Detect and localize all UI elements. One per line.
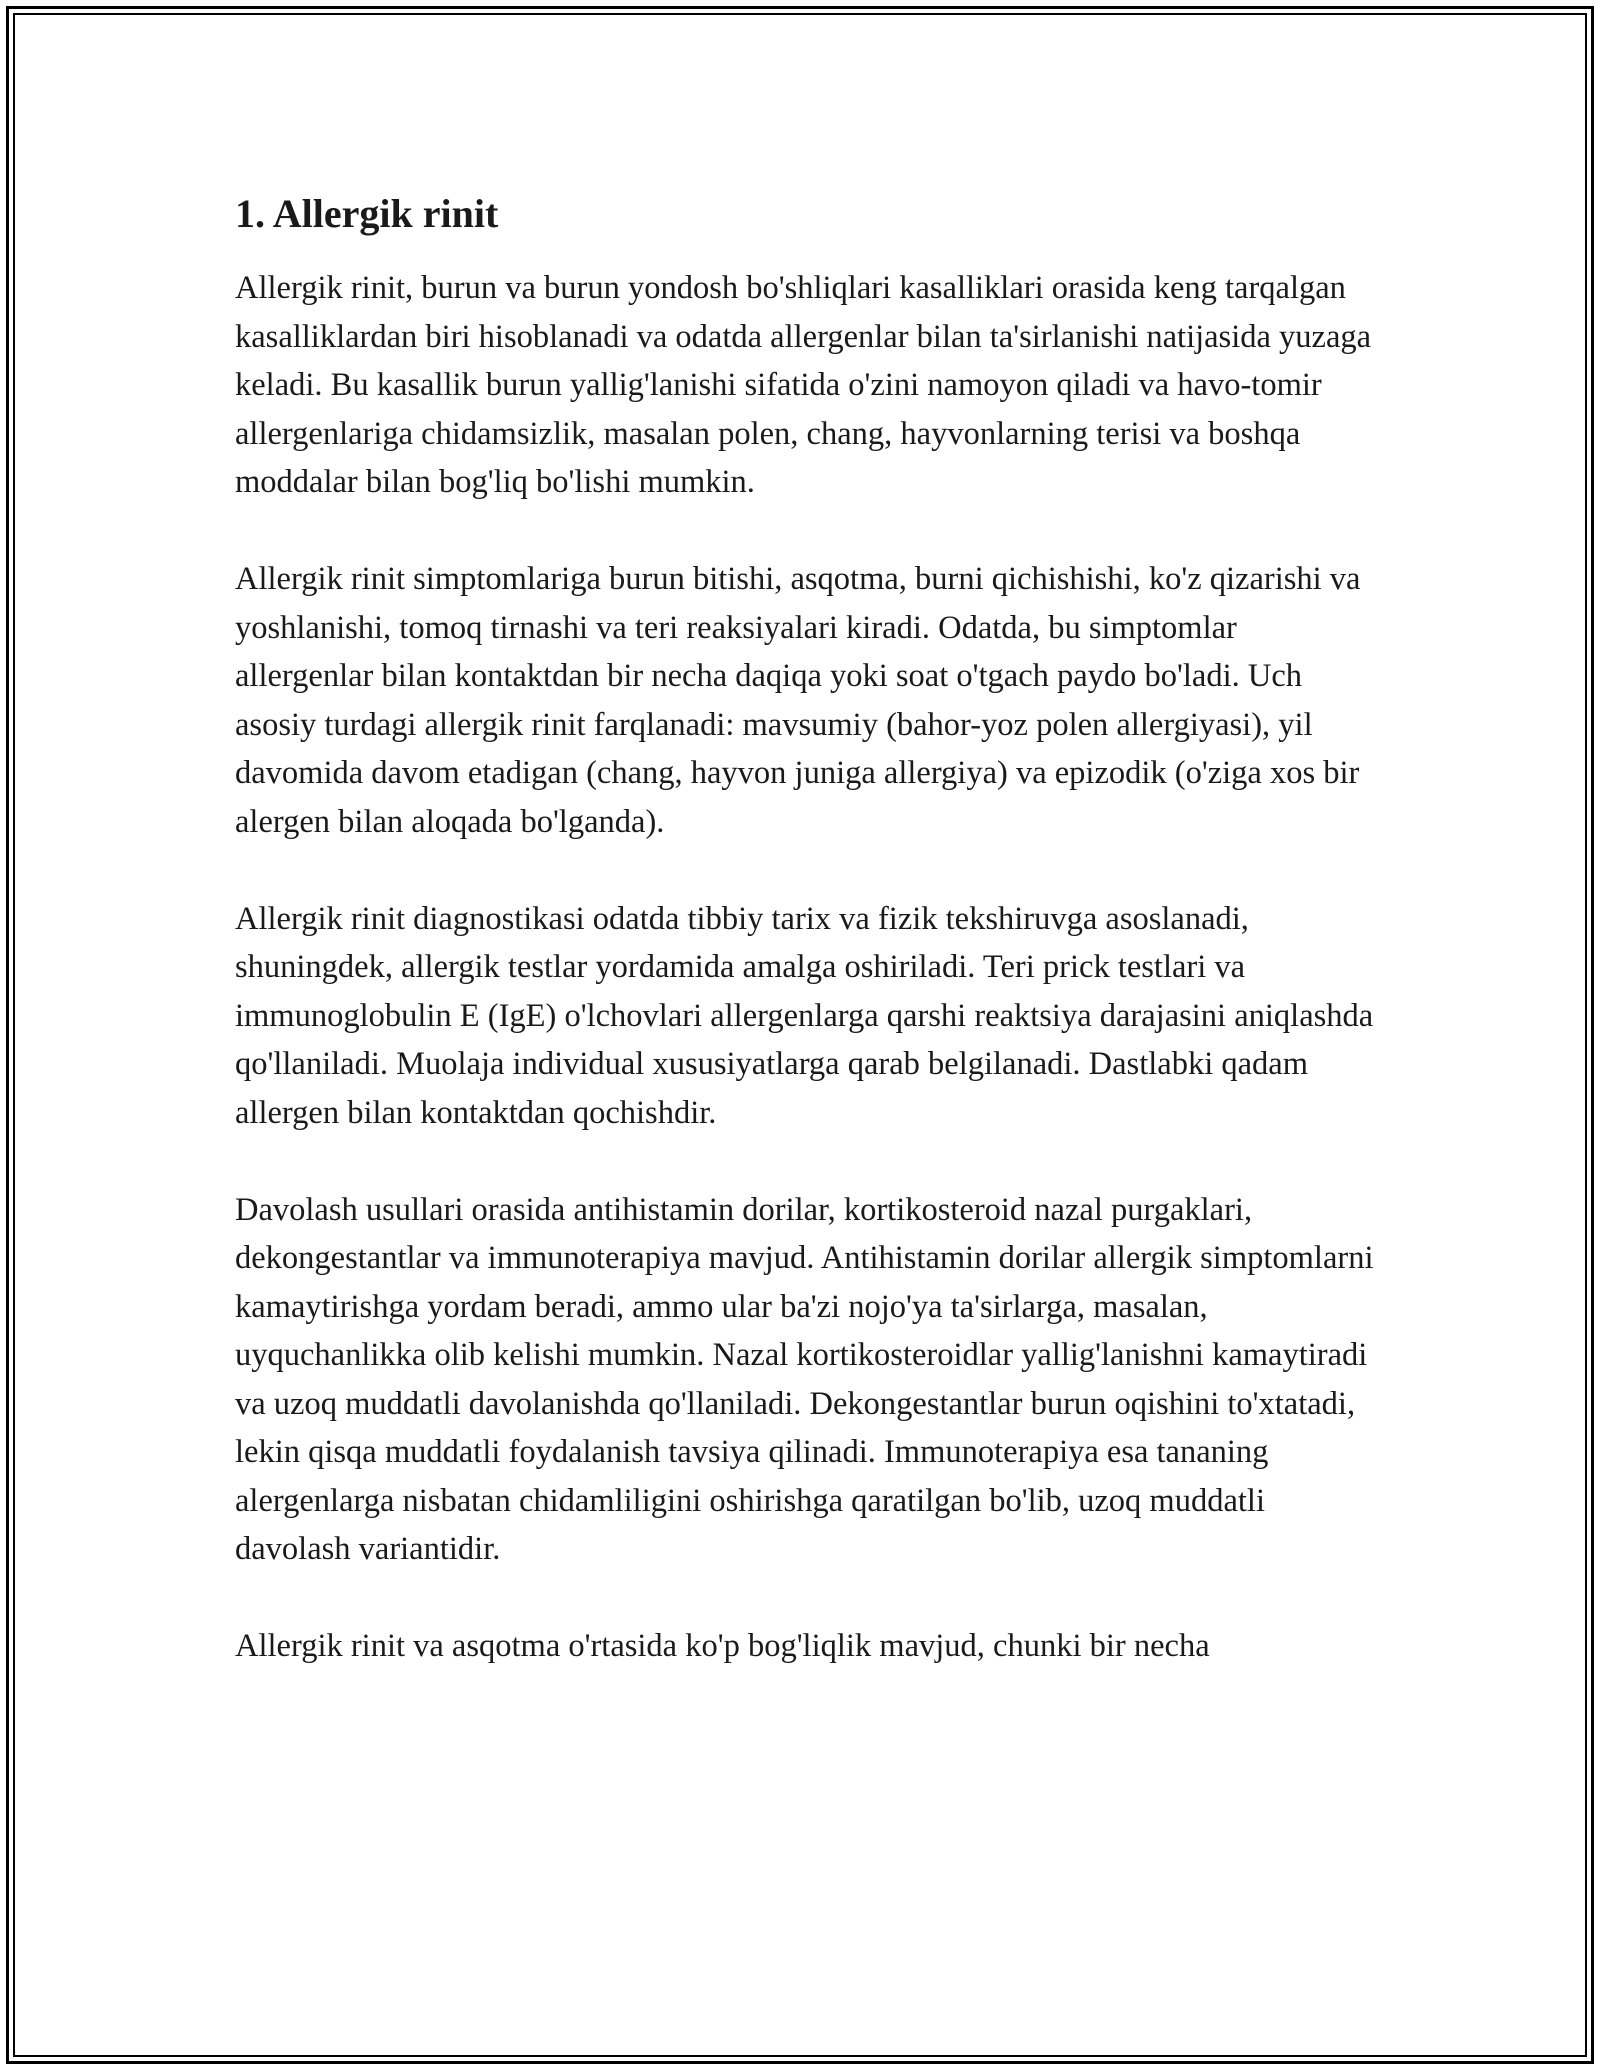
paragraph-5: Allergik rinit va asqotma o'rtasida ko'p bog'liqlik mavjud, chunki bir necha: [235, 1628, 1210, 1664]
paragraph-3: Allergik rinit diagnostikasi odatda tibbiy tarix va fizik tekshiruvga asoslanadi, shuningdek, allergik testlar yordamida amalga oshiriladi. Teri prick testlari va immunoglobulin E (IgE) o'lchovlari allergenlarga qarshi reaktsiya darajasini aniqlashda qo'llaniladi. Muolaja individual xususiyatlarga qarab belgilanadi. Dastlabki qadam allergen bilan kontaktdan qochishdir.: [235, 900, 1374, 1131]
section-heading: 1. Allergik rinit: [235, 191, 499, 236]
paragraph-2: Allergik rinit simptomlariga burun bitishi, asqotma, burni qichishishi, ko'z qizarishi va yoshlanishi, tomoq tirnashi va teri reaksiyalari kiradi. Odatda, bu simptomlar allergenlar bilan kontaktdan bir necha daqiqa yoki soat o'tgach paydo bo'ladi. Uch asosiy turdagi allergik rinit farqlanadi: mavsumiy (bahor-yoz polen allergiyasi), yil davomida davom etadigan (chang, hayvon juniga allergiya) va epizodik (o'ziga xos bir alergen bilan aloqada bo'lganda).: [235, 561, 1361, 840]
paragraph-1: Allergik rinit, burun va burun yondosh bo'shliqlari kasalliklari orasida keng tarqalgan kasalliklardan biri hisoblanadi va odatda allergenlar bilan ta'sirlanishi natijasida yuzaga keladi. Bu kasallik burun yallig'lanishi sifatida o'zini namoyon qiladi va havo-tomir allergenlariga chidamsizlik, masalan polen, chang, hayvonlarning terisi va boshqa moddalar bilan bog'liq bo'lishi mumkin.: [235, 270, 1372, 500]
document-body: [235, 186, 1375, 1671]
paragraph-4: Davolash usullari orasida antihistamin dorilar, kortikosteroid nazal purgaklari, dekongestantlar va immunoterapiya mavjud. Antihistamin dorilar allergik simptomlarni kamaytirishga yordam beradi, ammo ular ba'zi nojo'ya ta'sirlarga, masalan, uyquchanlikka olib kelishi mumkin. Nazal kortikosteroidlar yallig'lanishni kamaytiradi va uzoq muddatli davolanishda qo'llaniladi. Dekongestantlar burun oqishini to'xtatadi, lekin qisqa muddatli foydalanish tavsiya qilinadi. Immunoterapiya esa tananing alergenlarga nisbatan chidamliligini oshirishga qaratilgan bo'lib, uzoq muddatli davolash variantidir.: [235, 1191, 1374, 1567]
